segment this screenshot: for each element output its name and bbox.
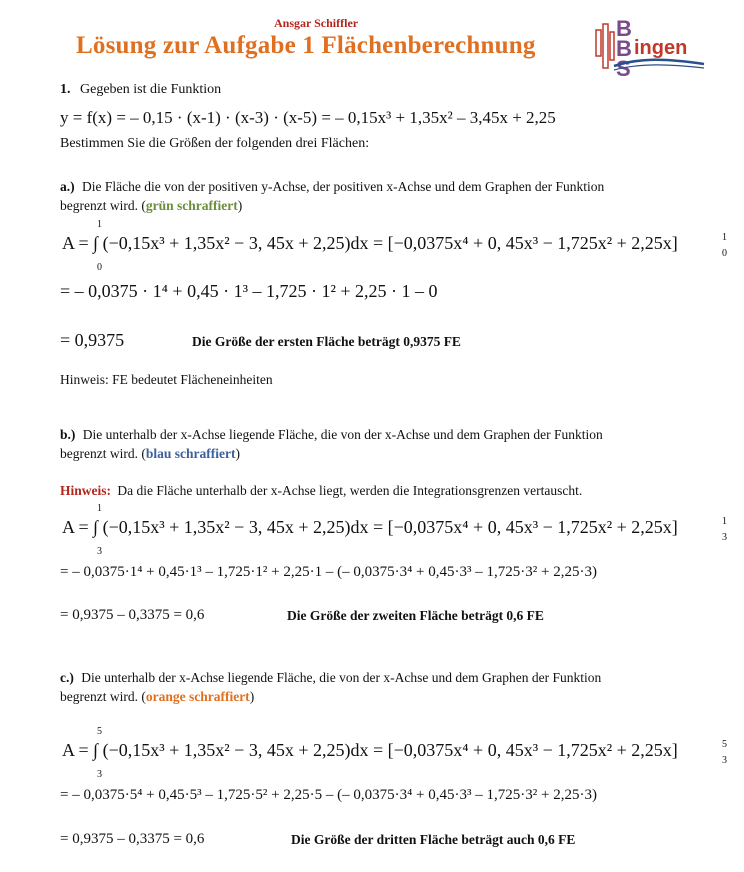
part-a-bracket-upper: 1 — [722, 232, 727, 243]
part-c-bracket-upper: 5 — [722, 739, 727, 750]
logo-letter-2: B — [616, 36, 632, 61]
part-a-color-word: grün schraffiert — [145, 198, 238, 213]
logo-letter-3: S — [616, 56, 631, 78]
part-a-integral-lower: 0 — [97, 262, 102, 273]
part-a-text2-pre: begrenzt wird. ( — [60, 198, 146, 213]
part-b-hint — [60, 483, 582, 499]
part-c-integral-lower: 3 — [97, 769, 102, 780]
part-a-hint: Hinweis: FE bedeutet Flächeneinheiten — [60, 372, 273, 387]
part-b-hint-label: Hinweis: — [60, 483, 112, 498]
part-b-color-word: blau schraffiert — [145, 446, 236, 461]
part-b-bracket-upper: 1 — [722, 516, 727, 527]
part-c-integral-upper: 5 — [97, 726, 102, 737]
part-b-step: = – 0,0375·1⁴ + 0,45·1³ – 1,725·1² + 2,25·1 – (– 0,0375·3⁴ + 0,45·3³ – 1,725·3² + 2,25·3) — [60, 564, 597, 580]
part-b-description: Die unterhalb der x-Achse liegende Fläche, die von der x-Achse und dem Graphen der Funktion — [82, 427, 603, 442]
logo-letter-1: B — [616, 16, 632, 41]
part-c-text2 — [60, 689, 254, 705]
part-c-text2-post: ) — [249, 689, 255, 704]
logo-text: ingen — [634, 37, 688, 59]
part-b-integral-lower: 3 — [97, 546, 102, 557]
part-a-step: = – 0,0375 · 1⁴ + 0,45 · 1³ – 1,725 · 1² + 2,25 · 1 – 0 — [60, 281, 438, 301]
part-b-label: b.) — [60, 427, 76, 442]
part-c-text2-pre: begrenzt wird. ( — [60, 689, 146, 704]
bbs-bingen-logo — [594, 14, 706, 78]
part-c-integral: A = ∫ (−0,15x³ + 1,35x² − 3, 45x + 2,25)dx = [−0,0375x⁴ + 0, 45x³ − 1,725x² + 2,25x] — [62, 740, 678, 760]
part-c-label: c.) — [60, 670, 74, 685]
part-a-label: a.) — [60, 179, 75, 194]
logo-graphic — [594, 14, 706, 78]
intro-text: Gegeben ist die Funktion — [80, 82, 222, 97]
part-a-result: = 0,9375 — [60, 330, 125, 350]
part-b-result: = 0,9375 – 0,3375 = 0,6 — [60, 607, 205, 623]
part-a-text2 — [60, 198, 242, 214]
task-text: Bestimmen Sie die Größen der folgenden drei Flächen: — [60, 136, 370, 151]
part-b-integral: A = ∫ (−0,15x³ + 1,35x² − 3, 45x + 2,25)dx = [−0,0375x⁴ + 0, 45x³ − 1,725x² + 2,25x] — [62, 517, 678, 537]
part-b-integral-upper: 1 — [97, 503, 102, 514]
author-name: Ansgar Schiffler — [274, 16, 359, 30]
part-a-text1 — [60, 179, 604, 195]
part-a-integral-upper: 1 — [97, 219, 102, 230]
page-title: Lösung zur Aufgabe 1 Flächenberechnung — [76, 32, 536, 59]
part-b-text2 — [60, 446, 240, 462]
part-b-hint-text: Da die Fläche unterhalb der x-Achse liegt, werden die Integrationsgrenzen vertauscht. — [117, 483, 583, 498]
part-b-bracket-lower: 3 — [722, 532, 727, 543]
part-c-bracket-lower: 3 — [722, 755, 727, 766]
part-b-result-text: Die Größe der zweiten Fläche beträgt 0,6 FE — [287, 608, 544, 623]
part-c-result-text: Die Größe der dritten Fläche beträgt auch 0,6 FE — [291, 832, 576, 847]
part-b-text2-post: ) — [235, 446, 240, 461]
part-b-text1 — [60, 427, 603, 443]
intro-line — [60, 82, 221, 98]
part-c-description: Die unterhalb der x-Achse liegende Fläche, die von der x-Achse und dem Graphen der Funktion — [81, 670, 602, 685]
part-c-result: = 0,9375 – 0,3375 = 0,6 — [60, 831, 205, 847]
function-definition: y = f(x) = – 0,15 · (x-1) · (x-3) · (x-5) = – 0,15x³ + 1,35x² – 3,45x + 2,25 — [60, 108, 556, 127]
intro-number: 1. — [60, 82, 71, 97]
part-c-text1 — [60, 670, 601, 686]
part-a-description: Die Fläche die von der positiven y-Achse, der positiven x-Achse und dem Graphen der Funktion — [82, 179, 605, 194]
part-c-color-word: orange schraffiert — [145, 689, 250, 704]
part-c-step: = – 0,0375·5⁴ + 0,45·5³ – 1,725·5² + 2,25·5 – (– 0,0375·3⁴ + 0,45·3³ – 1,725·3² + 2,25·3) — [60, 787, 597, 803]
part-b-text2-pre: begrenzt wird. ( — [60, 446, 146, 461]
part-a-bracket-lower: 0 — [722, 248, 727, 259]
part-a-text2-post: ) — [237, 198, 243, 213]
part-a-integral: A = ∫ (−0,15x³ + 1,35x² − 3, 45x + 2,25)dx = [−0,0375x⁴ + 0, 45x³ − 1,725x² + 2,25x] — [62, 233, 678, 253]
part-a-result-text: Die Größe der ersten Fläche beträgt 0,9375 FE — [192, 334, 461, 349]
